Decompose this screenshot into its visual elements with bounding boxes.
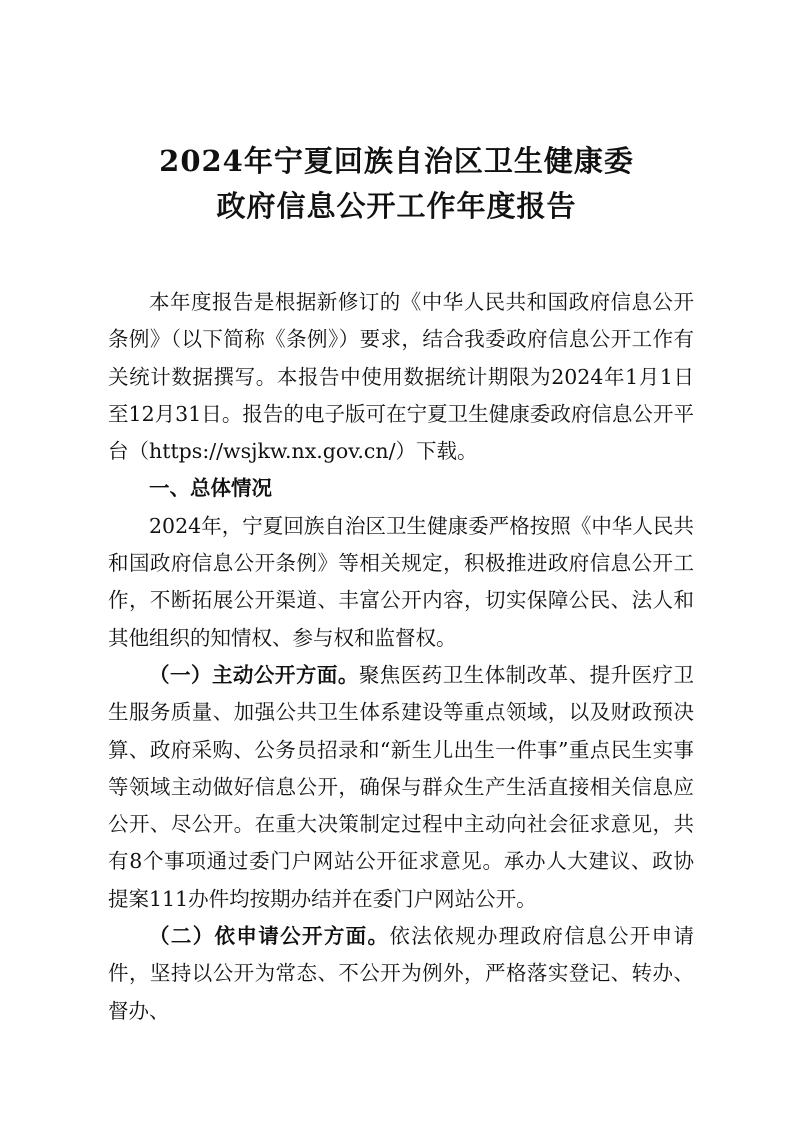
intro-paragraph: 本年度报告是根据新修订的《中华人民共和国政府信息公开条例》（以下简称《条例》）要求，结合我委政府信息公开工作有关统计数据撰写。本报告中使用数据统计期限为2024年1月1日至12月31日。报告的电子版可在宁夏卫生健康委政府信息公开平台（https://wsjkw.nx.gov.cn/）下载。 — [108, 290, 694, 464]
report-title-line2: 政府信息公开工作年度报告 — [216, 189, 577, 223]
request-disclosure-text: 依法依规办理政府信息公开申请件，坚持以公开为常态、不公开为例外，严格落实登记、转办、督办、 — [108, 924, 695, 1023]
overview-paragraph: 2024年，宁夏回族自治区卫生健康委严格按照《中华人民共和国政府信息公开条例》等相关规定，积极推进政府信息公开工作，不断拓展公开渠道、丰富公开内容，切实保障公民、法人和其他组织的知情权、参与权和监督权。 — [108, 513, 694, 650]
request-disclosure-label: （二）依申请公开方面。 — [149, 924, 390, 949]
proactive-disclosure-paragraph — [108, 657, 694, 918]
request-disclosure-paragraph — [108, 918, 694, 1030]
report-body — [108, 284, 694, 1030]
proactive-disclosure-text: 聚焦医药卫生体制改革、提升医疗卫生服务质量、加强公共卫生体系建设等重点领域，以及财政预决算、政府采购、公务员招录和“新生儿出生一件事”重点民生实事等领域主动做好信息公开，确保与群众生产生活直接相关信息应公开、尽公开。在重大决策制定过程中主动向社会征求意见，共有8个事项通过委门户网站公开征求意见。承办人大建议、政协提案111办件均按期办结并在委门户网站公开。 — [108, 662, 695, 911]
section-heading-overview: 一、总体情况 — [149, 476, 272, 501]
proactive-disclosure-label: （一）主动公开方面。 — [149, 662, 359, 687]
report-title-line1: 2024年宁夏回族自治区卫生健康委 — [159, 144, 634, 178]
